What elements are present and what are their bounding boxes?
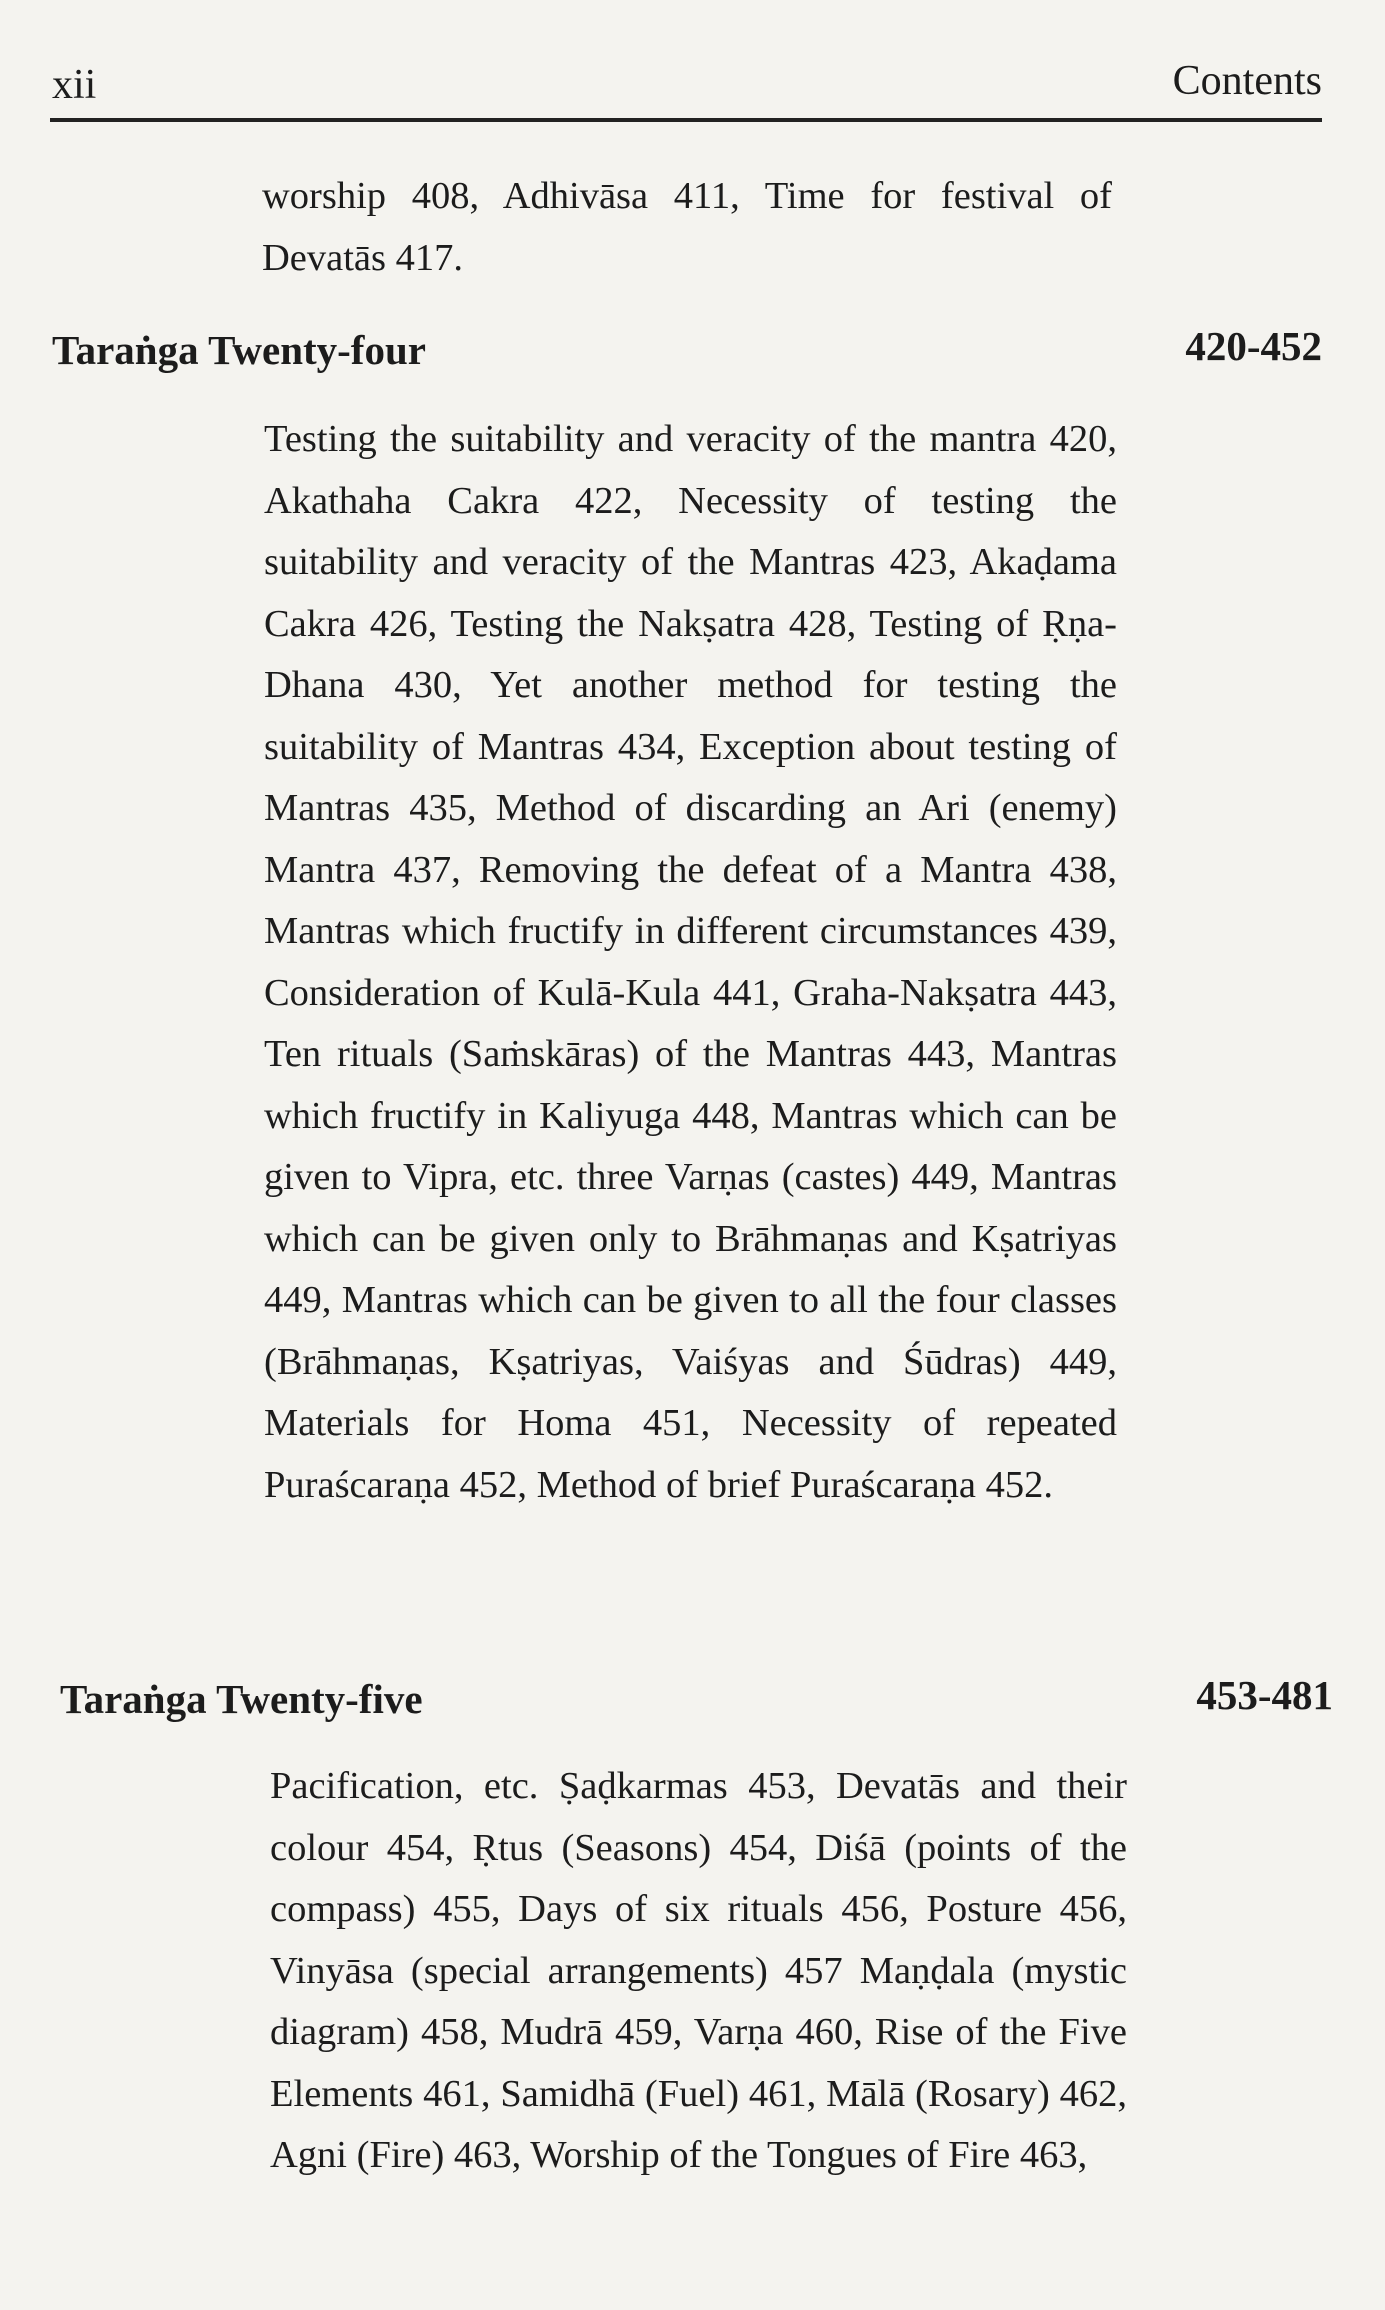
chapter-heading	[52, 324, 1322, 376]
chapter-contents: Pacification, etc. Ṣaḍkarmas 453, Devatās and their colour 454, Ṛtus (Seasons) 454, Diśā (points of the compass) 455, Days of six rituals 456, Posture 456, Vinyāsa (special arrangements) 457 Maṇḍala (mystic diagram) 458, Mudrā 459, Varṇa 460, Rise of the Five Elements 461, Samidhā (Fuel) 461, Mālā (Rosary) 462, Agni (Fire) 463, Worship of the Tongues of Fire 463,	[270, 1765, 1127, 2176]
chapter-heading	[60, 1673, 1333, 1725]
page-header	[50, 52, 1322, 122]
running-title: Contents	[1172, 58, 1322, 104]
chapter-page-range: 420-452	[1185, 323, 1322, 369]
continued-entry-text: worship 408, Adhivāsa 411, Time for festival of Devatās 417.	[262, 175, 1112, 279]
chapter-contents: Testing the suitability and veracity of the mantra 420, Akathaha Cakra 422, Necessity of testing the suitability and veracity of the Mantras 423, Akaḍama Cakra 426, Testing the Nakṣatra 428, Testing of Ṛṇa-Dhana 430, Yet another method for testing the suitability of Mantras 434, Exception about testing of Mantras 435, Method of discarding an Ari (enemy) Mantra 437, Removing the defeat of a Mantra 438, Mantras which fructify in different circumstances 439, Consideration of Kulā-Kula 441, Graha-Nakṣatra 443, Ten rituals (Saṁskāras) of the Mantras 443, Mantras which fructify in Kaliyuga 448, Mantras which can be given to Vipra, etc. three Varṇas (castes) 449, Mantras which can be given only to Brāhmaṇas and Kṣatriyas 449, Mantras which can be given to all the four classes (Brāhmaṇas, Kṣatriyas, Vaiśyas and Śūdras) 449, Materials for Homa 451, Necessity of repeated Puraścaraṇa 452, Method of brief Puraścaraṇa 452.	[264, 418, 1117, 1506]
chapter-page-range: 453-481	[1196, 1672, 1333, 1718]
page-number: xii	[52, 62, 97, 108]
chapter-title: Taraṅga Twenty-five	[60, 1676, 423, 1722]
chapter-title: Taraṅga Twenty-four	[52, 327, 426, 373]
